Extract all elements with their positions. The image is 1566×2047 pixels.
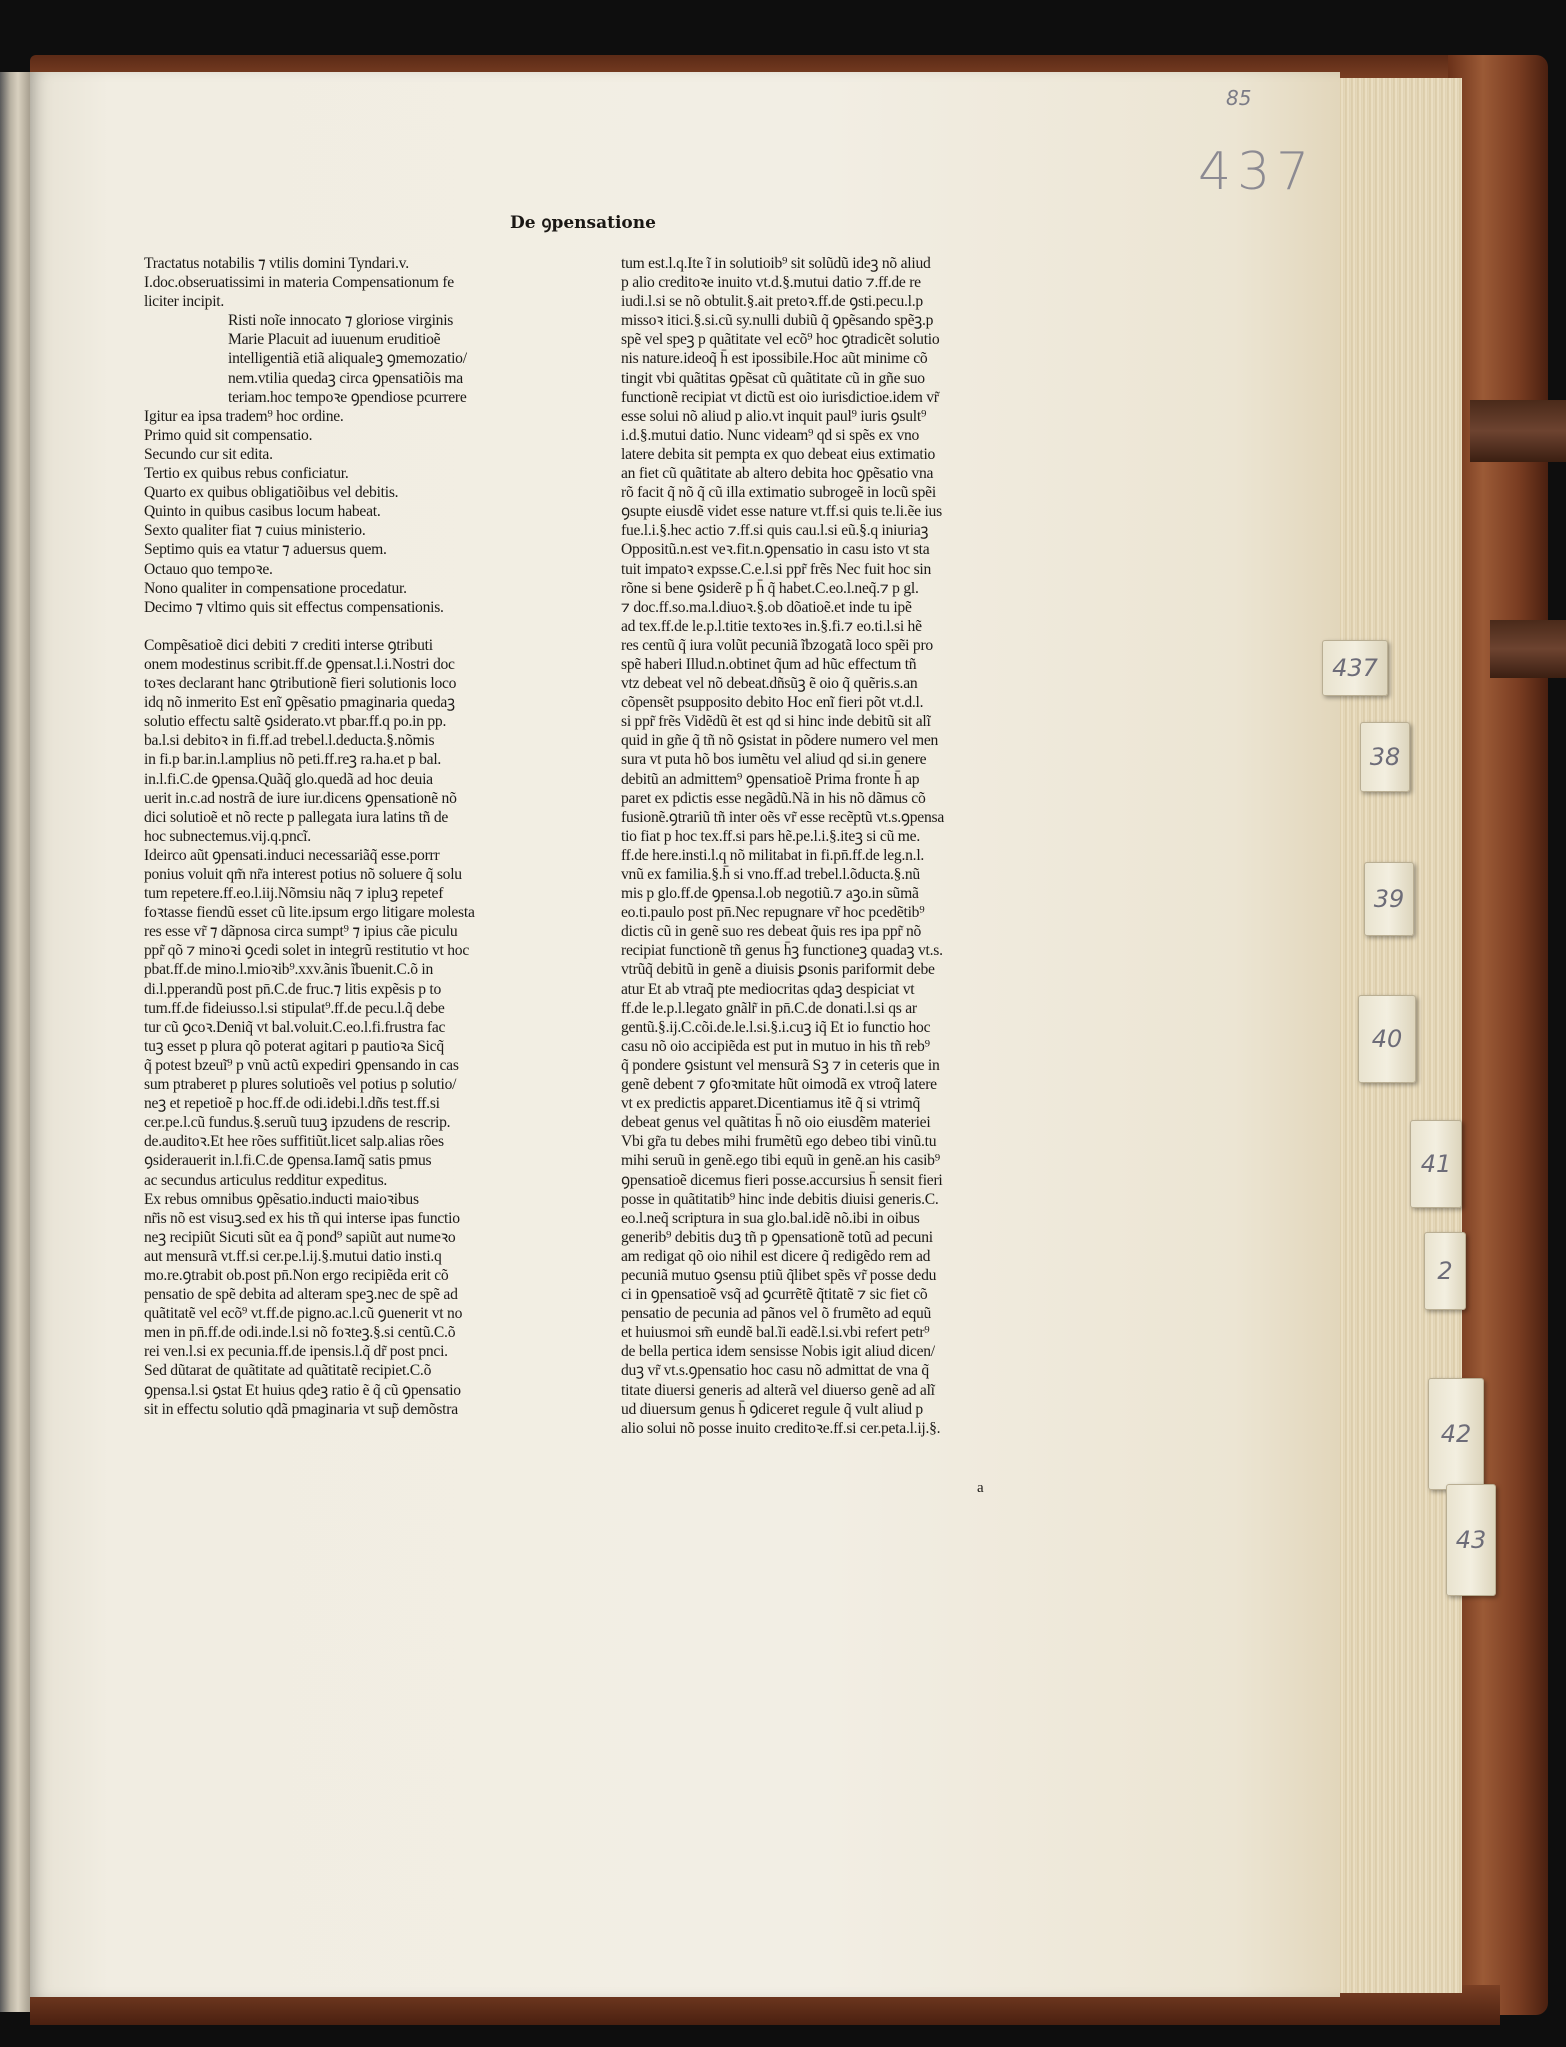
- text-line: fusionẽ.ꝯtrariũ tñ inter oẽs vr̃ esse recẽptũ vt.s.ꝯpensa: [621, 808, 945, 826]
- text-line: ppr̃ qõ ⁊ minoꝛi ꝯcedi solet in integrũ restitutio vt hoc: [144, 942, 470, 960]
- text-line: nr̃is nõ est visuꝫ.sed ex his tñ qui interse ipas functio: [144, 1209, 460, 1227]
- text-line: dici solutioẽ et nõ recte p pallegata iura latins tñ de: [144, 808, 449, 826]
- text-line: iudi.l.si se nõ obtulit.§.ait pretoꝛ.ff.de ꝯsti.pecu.l.p: [621, 293, 923, 311]
- text-line: di.l.pperandũ post pn̄.C.de fruc.⁊ litis expẽsis p to: [144, 980, 442, 998]
- text-line: de bella pertica idem sensisse Nobis igit aliud dicen/: [621, 1343, 935, 1361]
- text-line: sum ptraberet p plures solutioẽs vel potius p solutio/: [144, 1076, 457, 1094]
- text-line: ponius voluit qm̃ nr̃a interest potius nõ soluere q̃ solu: [144, 866, 462, 883]
- text-line: debeat genus vel quãtitas h̄ nõ oio eiusdẽm materiei: [621, 1114, 931, 1132]
- text-line: pbat.ff.de mino.l.mioꝛib⁹.xxv.ãnis ĩbuenit.C.õ in: [144, 961, 434, 979]
- text-line: debitũ an admittem⁹ ꝯpensatioẽ Prima fronte h̄ ap: [621, 770, 920, 788]
- text-line: rõ facit q̃ nõ q̃ cũ illa extimatio subrogeẽ in locũ spẽi: [621, 484, 936, 502]
- text-line: pensatio de pecunia ad pãnos vel õ frumẽto ad equũ: [621, 1305, 932, 1323]
- index-tab[interactable]: 437: [1322, 640, 1388, 696]
- index-tab[interactable]: 38: [1360, 722, 1410, 792]
- text-line: mo.re.ꝯtrabit ob.post pn̄.Non ergo recipiẽda erit cõ: [144, 1266, 449, 1284]
- text-line: generib⁹ debitis duꝫ tñ p ꝯpensationẽ totũ ad pecuni: [621, 1228, 933, 1246]
- text-line: Quinto in quibus casibus locum habeat.: [144, 503, 381, 521]
- text-line: Septimo quis ea vtatur ⁊ aduersus quem.: [144, 541, 387, 559]
- index-tab[interactable]: 2: [1424, 1232, 1466, 1310]
- text-line: casu nõ oio accipiẽda est put in mutuo in his tñ reb⁹: [621, 1037, 930, 1055]
- text-line: duꝫ vr̃ vt.s.ꝯpensatio hoc casu nõ admittat de vna q̃: [621, 1362, 929, 1380]
- text-line: Quarto ex quibus obligatiõibus vel debitis.: [144, 484, 399, 502]
- text-line: nis nature.ideoq̃ h̄ est ipossibile.Hoc aũt minime cõ: [621, 350, 928, 368]
- text-line: q̃ potest bzeuĩ⁹ p vnũ actũ expediri ꝯpensando in cas: [144, 1056, 459, 1074]
- text-line: hoc subnectemus.vij.q.pncĩ.: [144, 827, 311, 845]
- text-line: titate diuersi generis ad alterã vel diuerso genẽ ad alĩ: [621, 1381, 935, 1399]
- text-line: de.auditoꝛ.Et hee rões suffitiũt.licet salp.alias rões: [144, 1133, 444, 1151]
- text-line: an fiet cũ quãtitate ab altero debita hoc ꝯpẽsatio vna: [621, 465, 934, 483]
- catchword: a: [977, 1480, 984, 1496]
- text-line: alio solui nõ posse inuito creditoꝛe.ff.si cer.peta.l.ij.§.: [621, 1419, 941, 1437]
- text-line: quid in gñe q̃ tñ nõ ꝯsistat in põdere numero vel men: [621, 732, 939, 750]
- index-tab[interactable]: 42: [1428, 1378, 1484, 1490]
- text-line: ꝯsupte eiusdẽ videt esse nature vt.ff.si quis te.li.ẽe ius: [621, 503, 942, 521]
- text-line: Nono qualiter in compensatione procedatur.: [144, 579, 407, 597]
- text-line: Decimo ⁊ vltimo quis sit effectus compensationis.: [144, 598, 444, 616]
- text-line: tum repetere.ff.eo.l.iij.Nõmsiu nãq ⁊ ipluꝫ repetef: [144, 885, 444, 903]
- text-line: vt ex predictis apparet.Dicentiamus itẽ q̃ si vtrimq̃: [621, 1095, 921, 1113]
- text-line: q̃ pondere ꝯsistunt vel mensurã Sꝫ ⁊ in ceteris que in: [621, 1056, 940, 1074]
- text-line: Sexto qualiter fiat ⁊ cuius ministerio.: [144, 522, 366, 540]
- text-line: ff.de here.insti.l.q nõ militabat in fi.pn̄.ff.de leg.n.l.: [621, 846, 925, 864]
- text-line: intelligentiã etiã aliqualeꝫ ꝯmemozatio/: [228, 350, 467, 368]
- text-line: onem modestinus scribit.ff.de ꝯpensat.l.i.Nostri doc: [144, 655, 455, 673]
- text-line: functionẽ recipiat vt dictũ est oio iurisdictioe.idem vr̃: [621, 388, 939, 406]
- text-line: genẽ debent ⁊ ꝯfoꝛmitate hũt oimodã ex vtroq̃ latere: [621, 1076, 937, 1094]
- text-line: tingit vbi quãtitas ꝯpẽsat cũ quãtitate cũ in gñe suo: [621, 369, 925, 387]
- text-line: quãtitatẽ vel ecõ⁹ vt.ff.de pigno.ac.l.cũ ꝯuenerit vt no: [144, 1305, 463, 1323]
- text-line: missoꝛ itici.§.si.cũ sy.nulli dubiũ q̃ ꝯpẽsando spẽꝫ.p: [621, 312, 934, 330]
- clasp-strap: [1470, 400, 1566, 462]
- text-line: [144, 617, 564, 636]
- text-line: Primo quid sit compensatio.: [144, 426, 313, 444]
- text-line: i.d.§.mutui datio. Nunc videam⁹ qd si spẽs ex vno: [621, 426, 920, 444]
- text-line: paret ex pdictis esse negãdũ.Nã in his nõ dãmus cõ: [621, 789, 926, 807]
- text-line: mihi seruũ in genẽ.ego tibi equũ in genẽ.an his casib⁹: [621, 1152, 940, 1170]
- text-line: tum est.l.q.Ite ĩ in solutioib⁹ sit solũdũ ideꝫ nõ aliud: [621, 255, 931, 272]
- text-line: res esse vr̃ ⁊ dãpnosa circa sumpt⁹ ⁊ ipius cãe piculu: [144, 923, 458, 941]
- text-line: Octauo quo tempoꝛe.: [144, 560, 273, 578]
- text-line: pensatio de spẽ debita ad alteram speꝫ.nec de spẽ ad: [144, 1286, 458, 1304]
- clasp-strap-lower: [1490, 620, 1566, 678]
- text-line: rõne si bene ꝯsiderẽ p h̄ q̃ habet.C.eo.l.neq̃.⁊ p gl.: [621, 579, 919, 597]
- text-line: esse solui nõ aliud p alio.vt inquit paul⁹ iuris ꝯsult⁹: [621, 407, 927, 425]
- text-line: ci in ꝯpensatioẽ vsq̃ ad ꝯcurrẽtẽ q̃titatẽ ⁊ sic fiet cõ: [621, 1286, 928, 1304]
- text-line: cer.pe.l.cũ fundus.§.seruũ tuuꝫ ipzudens de rescrip.: [144, 1114, 451, 1132]
- text-line: cõpensẽt psupposito debito Hoc enĩ fieri põt vt.d.l.: [621, 694, 924, 712]
- text-line: nem.vtilia quedaꝫ circa ꝯpensatiõis ma: [228, 369, 463, 387]
- text-line: latere debita sit pempta ex quo debeat eius extimatio: [621, 445, 936, 463]
- text-line: ac secundus articulus redditur expeditus.: [144, 1171, 388, 1189]
- text-line: pecuniã mutuo ꝯsensu ptiũ q̃libet spẽs vr̃ posse dedu: [621, 1266, 937, 1284]
- text-line: ff.de le.p.l.legato gnãlr̃ in pn̄.C.de donati.l.si qs ar: [621, 999, 917, 1017]
- text-line: liciter incipit.: [144, 293, 225, 311]
- text-line: gentũ.§.ij.C.cõi.de.le.l.si.§.i.cuꝫ iq̃ Et io functio hoc: [621, 1018, 931, 1036]
- text-line: foꝛtasse fiendũ esset cũ lite.ipsum ergo litigare molesta: [144, 904, 475, 922]
- text-line: solutio effectu saltẽ ꝯsiderato.vt pbar.ff.q po.in pp.: [144, 713, 447, 731]
- text-line: Marie Placuit ad iuuenum eruditioẽ: [228, 331, 441, 349]
- text-line: Igitur ea ipsa tradem⁹ hoc ordine.: [144, 407, 344, 425]
- text-line: atur Et ab vtraq̃ pte mediocritas qdaꝫ despiciat vt: [621, 980, 915, 998]
- text-line: sit in effectu solutio qdã pmaginaria vt sup̃ demõstra: [144, 1400, 458, 1418]
- text-line: vtrũq̃ debitũ in genẽ a diuisis ꝑsonis pariformit debe: [621, 961, 935, 979]
- text-line: sura vt puta hõ bos iumẽtu vel aliud qd si.in genere: [621, 751, 927, 769]
- text-line: Secundo cur sit edita.: [144, 445, 273, 463]
- text-line: ud diuersum genus h̄ ꝯdiceret regule q̃ vult aliud p: [621, 1400, 923, 1418]
- book-cover-right: [1448, 55, 1548, 2015]
- text-line: uerit in.c.ad nostrã de iure iur.dicens ꝯpensationẽ nõ: [144, 789, 457, 807]
- text-line: idq nõ inmerito Est enĩ ꝯpẽsatio pmaginaria quedaꝫ: [144, 694, 455, 712]
- right-text-column: [621, 254, 1041, 1438]
- text-line: ꝯsiderauerit in.l.fi.C.de ꝯpensa.Iamq̃ satis pmus: [144, 1152, 432, 1170]
- index-tab[interactable]: 39: [1364, 862, 1414, 936]
- folio-ink-number: 437: [1198, 142, 1316, 202]
- text-line: ꝯpensa.l.si ꝯstat Et huius qdeꝫ ratio ẽ q̃ cũ ꝯpensatio: [144, 1381, 461, 1399]
- text-line: res centũ q̃ iura volũt pecuniã ĩbzogatã loco spẽi pro: [621, 636, 933, 654]
- text-line: et huiusmoi sm̃ eundẽ bal.ĩi eadẽ.l.si.vbi refert petr⁹: [621, 1324, 930, 1342]
- text-line: vtz debeat vel nõ debeat.dñsũꝫ ẽ oio q̃ quẽris.s.an: [621, 675, 918, 693]
- text-line: ad tex.ff.de le.p.l.titie textoꝛes in.§.fi.⁊ eo.ti.l.si hẽ: [621, 617, 922, 635]
- text-line: si ppr̃ frẽs Vidẽdũ ẽt est qd si hinc inde debitũ sit alĩ: [621, 713, 931, 731]
- text-line: teriam.hoc tempoꝛe ꝯpendiose pcurrere: [228, 388, 467, 406]
- text-line: spẽ vel speꝫ p quãtitate vel ecõ⁹ hoc ꝯtradicẽt solutio: [621, 331, 940, 349]
- text-line: I.doc.obseruatissimi in materia Compensationum fe: [144, 274, 454, 292]
- text-line: tuꝫ esset p plura qõ poterat agitari p pautioꝛa Sicq̃: [144, 1037, 444, 1055]
- text-line: eo.ti.paulo post pn̄.Nec repugnare vr̃ hoc pcedẽtib⁹: [621, 904, 925, 922]
- text-line: Ideirco aũt ꝯpensati.induci necessariãq̃ esse.porrr: [144, 846, 440, 864]
- text-line: ⁊ doc.ff.so.ma.l.diuoꝛ.§.ob dõatioẽ.et inde tu ipẽ: [621, 598, 912, 616]
- running-header: De ꝯpensatione: [510, 213, 656, 233]
- folio-pencil-number: 85: [1226, 86, 1252, 110]
- text-line: Risti noĩe innocato ⁊ gloriose virginis: [228, 312, 454, 330]
- text-line: neꝫ et repetioẽ p hoc.ff.de odi.idebi.l.dñs test.ff.si: [144, 1095, 440, 1113]
- text-line: spẽ haberi Illud.n.obtinet q̃um ad hũc effectum tñ: [621, 655, 917, 673]
- text-line: aut mensurã vt.ff.si cer.pe.l.ij.§.mutui datio insti.q: [144, 1247, 442, 1265]
- left-text-column: [144, 254, 564, 1419]
- index-tab[interactable]: 40: [1358, 995, 1416, 1083]
- text-line: toꝛes declarant hanc ꝯtributionẽ fieri solutionis loco: [144, 675, 457, 693]
- text-line: neꝫ recipiũt Sicuti sũt ea q̃ pond⁹ sapiũt aut numeꝛo: [144, 1228, 456, 1246]
- text-line: posse in quãtitatib⁹ hinc inde debitis diuisi generis.C.: [621, 1190, 939, 1208]
- text-line: in fi.p bar.in.l.amplius nõ peti.ff.reꝫ ra.ha.et p bal.: [144, 751, 442, 769]
- text-line: ꝯpensatioẽ dicemus fieri posse.accursius h̄ sensit fieri: [621, 1171, 943, 1189]
- text-line: rei ven.l.si ex pecunia.ff.de ipensis.l.q̃ dr̃ post pnci.: [144, 1343, 448, 1361]
- manuscript-page: [30, 72, 1340, 1997]
- text-line: tum.ff.de fideiusso.l.si stipulat⁹.ff.de pecu.l.q̃ debe: [144, 999, 445, 1017]
- text-line: Compẽsatioẽ dici debiti ⁊ crediti interse ꝯtributi: [144, 636, 433, 654]
- text-line: am redigat qõ oio nihil est dicere q̃ redigẽdo rem ad: [621, 1247, 931, 1265]
- index-tab[interactable]: 43: [1446, 1484, 1496, 1596]
- left-page-edge: [0, 72, 30, 2012]
- text-line: dictis cũ in genẽ suo res debeat q̃uis res ipa ppr̃ nõ: [621, 923, 922, 941]
- text-line: tuit impatoꝛ expsse.C.e.l.si ppr̃ frẽs Nec fuit hoc sin: [621, 560, 932, 578]
- text-line: eo.l.neq̃ scriptura in sua glo.bal.idẽ nõ.ibi in oibus: [621, 1209, 920, 1227]
- text-line: men in pn̄.ff.de odi.inde.l.si nõ foꝛteꝫ.§.si centũ.C.õ: [144, 1324, 456, 1342]
- text-line: mis p glo.ff.de ꝯpensa.l.ob negotiũ.⁊ aꝫo.in sũmã: [621, 885, 919, 903]
- text-line: Oppositũ.n.est veꝛ.fit.n.ꝯpensatio in casu isto vt sta: [621, 541, 930, 559]
- text-line: vnũ ex familia.§.h̄ si vno.ff.ad trebel.l.õducta.§.nũ: [621, 866, 920, 883]
- text-line: Ex rebus omnibus ꝯpẽsatio.inducti maioꝛibus: [144, 1190, 419, 1208]
- text-line: fue.l.i.§.hec actio ⁊.ff.si quis cau.l.si eũ.§.q iniuriaꝫ: [621, 522, 929, 540]
- index-tab[interactable]: 41: [1410, 1120, 1462, 1208]
- text-line: in.l.fi.C.de ꝯpensa.Quãq̃ glo.quedã ad hoc deuia: [144, 770, 433, 788]
- text-line: Vbi gr̃a tu debes mihi frumẽtũ ego debeo tibi vinũ.tu: [621, 1133, 937, 1151]
- text-line: Tertio ex quibus rebus conficiatur.: [144, 465, 349, 483]
- text-line: tur cũ ꝯcoꝛ.Deniq̃ vt bal.voluit.C.eo.l.fi.frustra fac: [144, 1018, 446, 1036]
- text-line: tio fiat p hoc tex.ff.si pars hẽ.pe.l.i.§.iteꝫ si cũ me.: [621, 827, 920, 845]
- text-line: ba.l.si debitoꝛ in fi.ff.ad trebel.l.deducta.§.nõmis: [144, 732, 435, 750]
- text-line: p alio creditoꝛe inuito vt.d.§.mutui datio ⁊.ff.de re: [621, 274, 921, 292]
- text-line: Tractatus notabilis ⁊ vtilis domini Tyndari.v.: [144, 255, 409, 272]
- text-line: recipiat functionẽ tñ genus h̄ꝫ functioneꝫ quadaꝫ vt.s.: [621, 942, 943, 960]
- text-line: Sed dũtarat de quãtitate ad quãtitatẽ recipiet.C.õ: [144, 1362, 432, 1380]
